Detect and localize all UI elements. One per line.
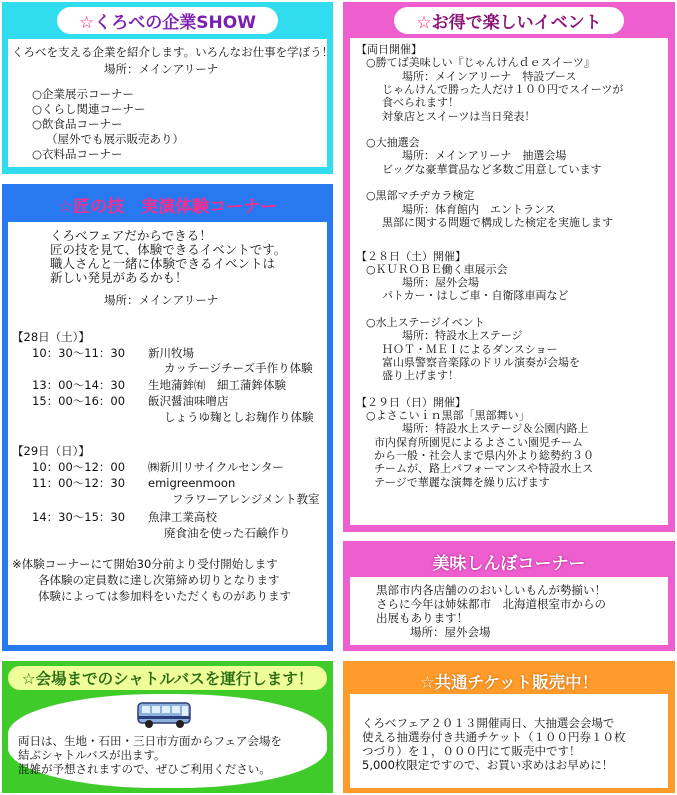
event-line: ○黒部マチヂカラ検定 (366, 189, 475, 203)
panel-craft-experience (2, 184, 333, 651)
star-icon: ☆ (57, 197, 74, 217)
star-icon: ☆ (416, 13, 432, 33)
text-line: つづり）を１，０００円にて販売中です！ (362, 744, 581, 758)
text-line: 結ぶシャトルバスが出ます。 (18, 748, 166, 762)
day-heading: 【29日（日）】 (12, 444, 90, 458)
event-line: ○ＫＵＲＯＢＥ働く車展示会 (366, 262, 508, 276)
schedule-event: 魚津工業高校 (148, 510, 217, 524)
event-line: ○大抽選会 (366, 136, 420, 150)
note-line: 各体験の定員数に達し次第締め切りとなります (38, 573, 280, 587)
panel-title: ☆匠の技 実演体験コーナー (2, 192, 333, 217)
schedule-event: しょうゆ麹としお麹作り体験 (164, 410, 314, 424)
schedule-time: 15：00〜16：00 (32, 394, 126, 408)
event-line: から一般・社会人まで県内外より総勢約３０ (374, 449, 594, 462)
schedule-time: 11：00〜12：30 (32, 476, 126, 490)
schedule-event: 飯沢醤油味噌店 (148, 394, 229, 408)
text-line: 出展もあります！ (376, 611, 468, 625)
event-line: 盛り上げます！ (382, 369, 459, 383)
star-icon: ☆ (419, 673, 435, 692)
panel-title: ☆会場までのシャトルバスを運行します！ (2, 666, 333, 690)
schedule-time: 10：30〜11：30 (32, 346, 126, 360)
list-item: ○くらし関連コーナー (32, 102, 146, 116)
intro-line: 匠の技を見て、体験できるイベントです。 (50, 242, 287, 257)
event-line: ＨＯＴ・ＭＥＩによるダンスショー (382, 342, 558, 356)
event-line: じゃんけんで勝った人だけ１００円でスイーツが (382, 82, 624, 96)
star-icon: ☆ (21, 670, 36, 688)
event-line: 黒部に関する問題で構成した検定を実施します (382, 215, 613, 229)
schedule-event: emigreenmoon (148, 476, 236, 490)
text-line: 5,000枚限定ですので、お買い求めはお早めに！ (362, 758, 614, 772)
event-line: チームが、路上パフォーマンスや特設水上ス (374, 462, 594, 476)
schedule-event: 生地蒲鉾㈲ 細工蒲鉾体験 (148, 378, 286, 392)
event-line: 【両日開催】 (356, 43, 422, 56)
event-line: ○水上ステージイベント (366, 316, 485, 329)
day-heading: 【28日（土）】 (12, 330, 90, 344)
panel-body (350, 694, 668, 788)
event-line: ビッグな豪華賞品など多数ご用意しています (382, 162, 602, 176)
note-line: 体験によっては参加料をいただくものがあります (38, 589, 291, 603)
panel-body (8, 39, 334, 167)
event-line: ○よさこいｉｎ黒部「黒部舞い」 (366, 409, 530, 423)
text-line: くろべを支える企業を紹介します。いろんなお仕事を学ぼう！ (12, 45, 334, 59)
list-item: （屋外でも展示販売あり） (46, 132, 184, 146)
text-line: 両日は、生地・石田・三日市方面からフェア会場を (18, 734, 282, 748)
text-line: 使える抽選券付き共通チケット（１００円券１０枚 (362, 730, 626, 744)
list-item: ○企業展示コーナー (32, 87, 135, 101)
event-line: 場所：メインアリーナ 抽選会場 (402, 149, 567, 163)
event-line: 【２８日（土）開催】 (356, 249, 466, 263)
panel-body (350, 38, 668, 525)
event-line: 場所：屋外会場 (402, 276, 479, 290)
schedule-event: 新川牧場 (148, 346, 194, 360)
panel-body (8, 694, 327, 788)
panel-body (350, 577, 668, 645)
panel-corporate-show (2, 2, 333, 174)
schedule-time: 13：00〜14：30 (32, 378, 126, 392)
event-line: 場所：メインアリーナ 特設ブース (402, 69, 577, 83)
panel-title: 美味しんぼコーナー (343, 548, 675, 575)
bus-icon (136, 700, 194, 730)
text-line: さらに今年は姉妹都市 北海道根室市からの (376, 597, 606, 611)
panel-shuttle-bus (2, 661, 333, 793)
event-line: 食べられます！ (382, 96, 459, 110)
event-line: ○勝てば美味しい『じゃんけんｄｅスイーツ』 (366, 56, 595, 70)
schedule-event: フラワーアレンジメント教室 (172, 492, 320, 506)
intro-line: くろべフェアだからできる！ (50, 228, 212, 243)
list-item: ○衣料品コーナー (32, 147, 123, 161)
note-line: ※体験コーナーにて開始30分前より受付開始します (12, 557, 278, 571)
place-line: 場所：メインアリーナ (104, 62, 219, 76)
event-line: 【２９日（日）開催】 (356, 395, 466, 409)
schedule-time: 14：30〜15：30 (32, 510, 126, 524)
schedule-event: ㈱新川リサイクルセンター (148, 460, 284, 474)
event-line: 場所：体育館内 エントランス (402, 202, 556, 216)
schedule-event: カッテージチーズ手作り体験 (164, 361, 313, 375)
panel-common-ticket (343, 661, 675, 793)
text-line: 黒部市内各店舗ののおいしいもんが勢揃い！ (376, 583, 606, 597)
list-item: ○飲食品コーナー (32, 117, 123, 131)
intro-line: 職人さんと一緒に体験できるイベントは (50, 256, 276, 271)
place-line: 場所：屋外会場 (410, 625, 491, 639)
schedule-time: 10：00〜12：00 (32, 460, 126, 474)
panel-body (8, 222, 327, 645)
star-icon: ☆ (79, 13, 95, 33)
event-line: テージで華麗な演舞を繰り広げます (374, 475, 550, 489)
panel-title: ☆お得で楽しいイベント (343, 7, 675, 34)
schedule-event: 廃食油を使った石鹸作り (164, 526, 291, 540)
event-line: 富山県警察音楽隊のドリル演奏が会場を (382, 355, 580, 369)
panel-title: ☆共通チケット販売中！ (343, 668, 675, 694)
panel-title: ☆くろべの企業SHOW (2, 7, 333, 34)
intro-line: 新しい発見があるかも！ (50, 270, 188, 285)
place-line: 場所：メインアリーナ (104, 293, 219, 307)
event-line: 場所：特設水上ステージ＆公園内路上 (402, 422, 589, 436)
event-line: 市内保育所園児によるよさこい園児チーム (374, 435, 583, 449)
event-line: 場所：特設水上ステージ (402, 329, 523, 343)
event-line: パトカー・はしご車・自衛隊車両など (382, 289, 569, 303)
text-line: くろべフェア２０１３開催両日、大抽選会会場で (362, 716, 615, 730)
event-line: 対象店とスイーツは当日発表！ (382, 109, 536, 123)
panel-gourmet (343, 541, 675, 651)
panel-events (343, 2, 675, 532)
text-line: 混雑が予想されますので、ぜひご利用ください。 (18, 762, 271, 776)
